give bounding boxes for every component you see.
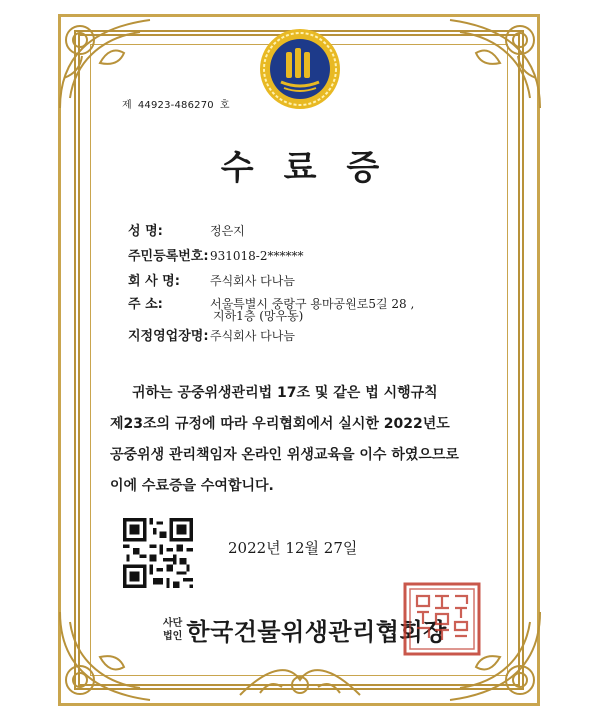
issuer-name: 한국건물위생관리협회장: [186, 618, 447, 646]
certificate-title: 수료증: [220, 148, 410, 188]
certificate-number: [122, 96, 236, 111]
field-name: [128, 220, 245, 239]
certificate-number-suffix: 호: [219, 100, 230, 111]
field-business-value: 주식회사 다나늠: [210, 329, 295, 343]
field-id-label: 주민등록번호:: [128, 249, 209, 264]
field-id-value: 931018-2******: [210, 249, 304, 263]
body-line-4: 이에 수료증을 수여합니다.: [110, 478, 274, 494]
certificate-body: [110, 378, 502, 502]
field-name-value: 정은지: [210, 224, 245, 238]
field-address-line2: 지하1층 (망우동): [213, 309, 304, 323]
field-id: [128, 245, 304, 264]
issuer-type-line1: 사단: [163, 617, 183, 629]
field-address-line1: 서울특별시 중랑구 용마공원로5길 28 ,: [210, 297, 415, 311]
qr-code: [123, 518, 193, 588]
issuer-type-line2: 법인: [163, 630, 183, 642]
body-line-1: 귀하는 공중위생관리법 17조 및 같은 법 시행규칙: [132, 385, 438, 401]
issuer-type: [163, 617, 182, 643]
field-company-value: 주식회사 다나늠: [210, 274, 295, 288]
issue-date: 2022년 12월 27일: [228, 539, 358, 557]
field-company: [128, 270, 295, 289]
corner-ornament-bottom-left: [50, 602, 160, 712]
association-logo: [259, 28, 341, 110]
field-business: [128, 325, 295, 344]
official-seal-stamp: [403, 582, 481, 656]
certificate-number-value: 44923-486270: [137, 100, 214, 111]
body-line-2: 제23조의 규정에 따라 우리협회에서 실시한 2022년도: [110, 416, 450, 432]
certificate-number-prefix: 제: [122, 100, 132, 111]
bottom-ornament: [230, 655, 370, 705]
body-line-3: 공중위생 관리책임자 온라인 위생교육을 이수 하였으므로: [110, 447, 459, 463]
field-business-label: 지정영업장명:: [128, 329, 209, 344]
field-company-label: 회 사 명:: [128, 274, 180, 289]
field-name-label: 성 명:: [128, 224, 163, 239]
field-address-label: 주 소:: [128, 297, 163, 312]
corner-ornament-top-right: [440, 8, 550, 118]
